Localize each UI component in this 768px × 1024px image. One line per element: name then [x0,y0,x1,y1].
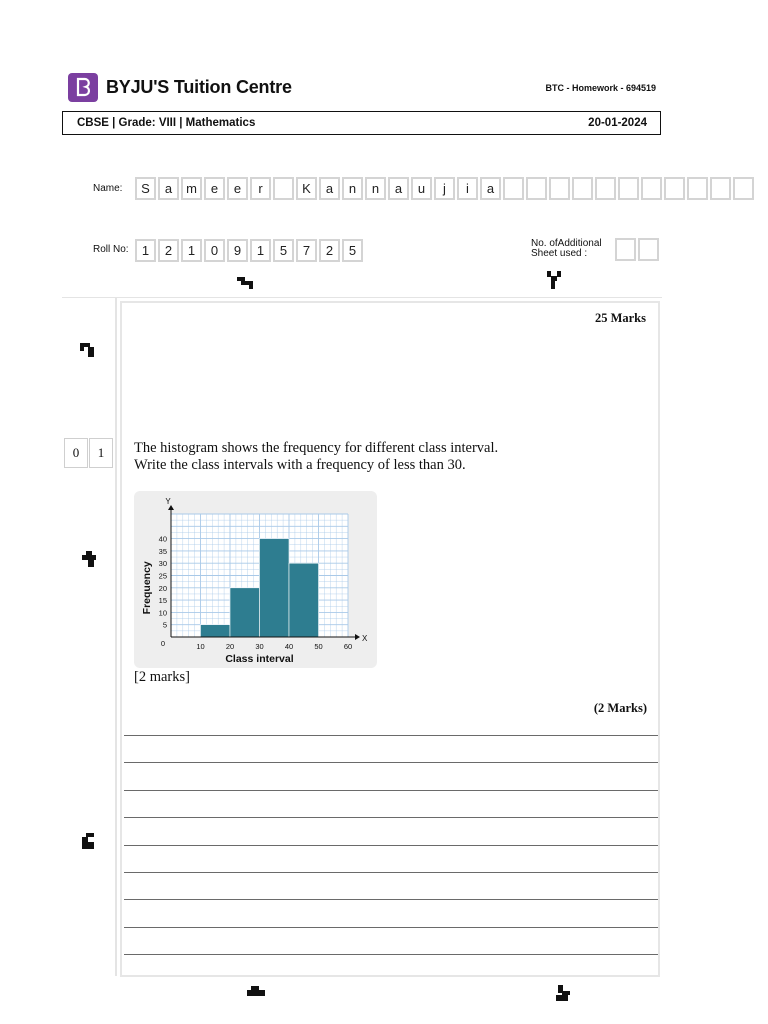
name-char-box[interactable] [641,177,662,200]
roll-char-box[interactable]: 7 [296,239,317,262]
name-char-box[interactable]: n [342,177,363,200]
name-char-box[interactable]: a [319,177,340,200]
roll-char-box[interactable]: 1 [135,239,156,262]
name-char-box[interactable]: a [388,177,409,200]
y-tick-label: 25 [158,571,167,581]
roll-label: Roll No: [93,244,129,255]
name-char-box[interactable]: i [457,177,478,200]
y-tick-label: 40 [158,534,167,544]
x-tick-label: 40 [284,642,294,651]
question-line-1: The histogram shows the frequency for different class interval. [134,440,499,456]
question-number [64,438,114,468]
x-tick-label: 50 [314,642,323,651]
scan-marker-icon [547,271,561,289]
roll-char-box[interactable]: 0 [204,239,225,262]
exam-date: 20-01-2024 [588,117,647,129]
name-boxes[interactable] [135,177,756,200]
scan-marker-icon [237,277,257,289]
answer-line[interactable] [124,735,658,736]
roll-char-box[interactable]: 9 [227,239,248,262]
brand-name: BYJU'S Tuition Centre [106,77,292,97]
scan-marker-icon [82,551,96,567]
roll-char-box[interactable]: 1 [181,239,202,262]
histogram-bar [230,588,260,637]
byjus-logo [68,73,98,102]
answer-line[interactable] [124,762,658,763]
histogram-chart [134,491,377,668]
question-line-2: Write the class intervals with a frequency of less than 30. [134,457,466,473]
name-char-box[interactable] [572,177,593,200]
name-char-box[interactable]: r [250,177,271,200]
scan-marker-icon [82,833,94,849]
name-char-box[interactable] [273,177,294,200]
x-tick-label: 20 [225,642,235,651]
scan-marker-icon [80,343,94,357]
y-tick-label: 10 [158,608,167,618]
y-tick-label: 30 [158,559,167,569]
additional-sheet-box[interactable] [638,238,659,261]
question-number-digit: 1 [89,438,113,468]
roll-char-box[interactable]: 1 [250,239,271,262]
name-char-box[interactable]: a [158,177,179,200]
name-char-box[interactable]: S [135,177,156,200]
name-char-box[interactable] [526,177,547,200]
name-char-box[interactable] [595,177,616,200]
answer-marks: (2 Marks) [593,701,647,715]
y-axis-letter: Y [165,497,171,506]
name-char-box[interactable] [664,177,685,200]
x-tick-label: 30 [255,642,264,651]
additional-sheet-label: No. ofAdditional Sheet used : [531,238,602,259]
y-tick-label: 15 [158,596,167,606]
roll-char-box[interactable]: 5 [342,239,363,262]
roll-char-box[interactable]: 2 [158,239,179,262]
question-text [134,440,498,474]
homework-code: BTC - Homework - 694519 [545,83,656,93]
name-char-box[interactable] [503,177,524,200]
x-axis-letter: X [362,634,368,643]
roll-number-boxes[interactable] [135,239,365,262]
section-divider [62,297,662,298]
question-number-digit: 0 [64,438,88,468]
name-char-box[interactable]: j [434,177,455,200]
histogram-bar [289,563,319,637]
answer-line[interactable] [124,927,658,928]
histogram-card [134,491,377,668]
name-char-box[interactable] [549,177,570,200]
x-tick-label: 60 [343,642,353,651]
name-char-box[interactable]: a [480,177,501,200]
answer-line[interactable] [124,845,658,846]
name-char-box[interactable]: e [227,177,248,200]
answer-line[interactable] [124,872,658,873]
y-tick-label: 20 [158,583,167,593]
name-char-box[interactable]: K [296,177,317,200]
name-char-box[interactable] [618,177,639,200]
y-tick-label: 5 [162,620,167,630]
scan-marker-icon [556,985,570,1001]
x-axis-title: Class interval [225,653,294,665]
answer-line[interactable] [124,899,658,900]
histogram-bar [260,539,290,637]
name-char-box[interactable] [710,177,731,200]
name-char-box[interactable]: m [181,177,202,200]
name-char-box[interactable]: e [204,177,225,200]
y-axis-title: Frequency [141,561,153,615]
question-marks-note: [2 marks] [134,669,190,685]
name-label: Name: [93,183,123,194]
name-char-box[interactable]: u [411,177,432,200]
name-char-box[interactable] [733,177,754,200]
total-marks: 25 Marks [594,311,646,325]
additional-sheet-box[interactable] [615,238,636,261]
additional-sheet-boxes[interactable] [615,238,661,261]
roll-char-box[interactable]: 5 [273,239,294,262]
roll-char-box[interactable]: 2 [319,239,340,262]
answer-line[interactable] [124,817,658,818]
x-tick-label: 10 [196,642,205,651]
subject-info: CBSE | Grade: VIII | Mathematics [77,117,256,129]
y-tick-label: 35 [158,546,167,556]
answer-line[interactable] [124,954,658,955]
x-axis-arrow-icon [355,634,360,640]
scan-marker-icon [247,986,265,996]
margin-rule [115,298,117,976]
name-char-box[interactable]: n [365,177,386,200]
origin-label: 0 [160,639,166,648]
subject-bar [62,111,661,135]
histogram-bar [201,625,231,637]
answer-line[interactable] [124,790,658,791]
logo-b-icon [68,73,98,102]
name-char-box[interactable] [687,177,708,200]
